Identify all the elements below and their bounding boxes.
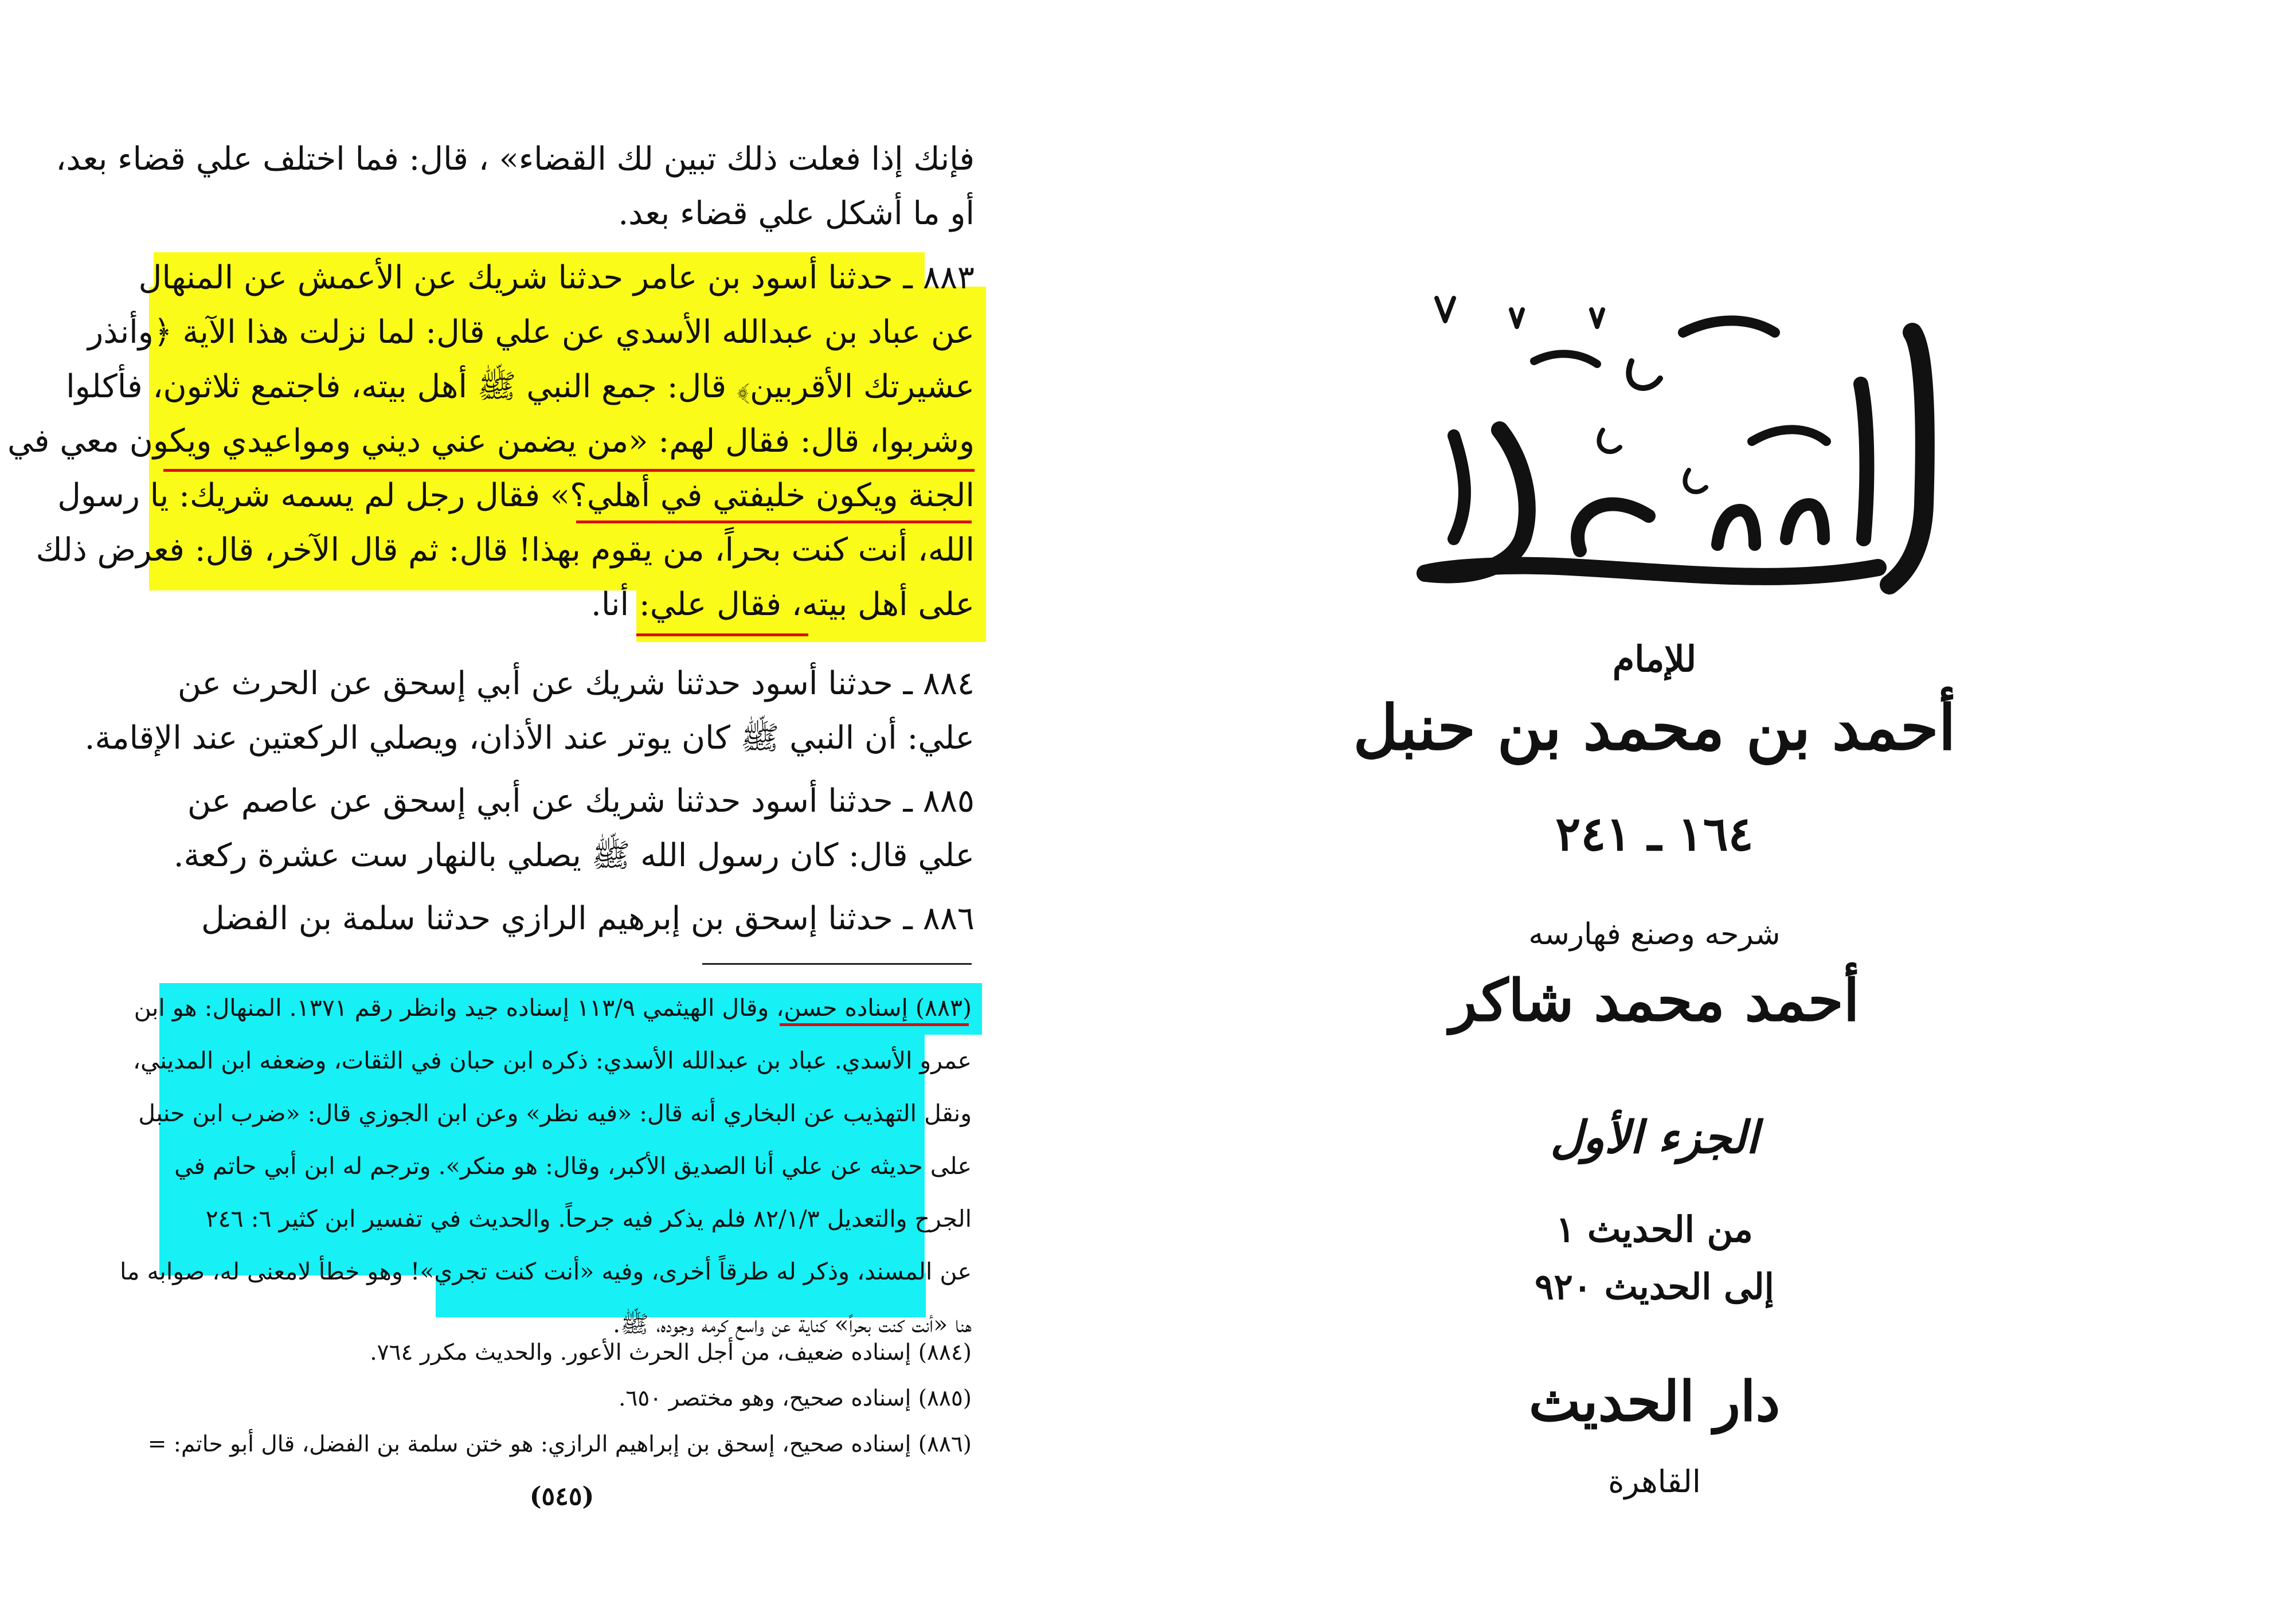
footnote-883 [119, 981, 972, 1351]
hadith-883 [7, 251, 975, 632]
hadith-885 [155, 774, 975, 883]
by-imam: للإمام [1612, 638, 1697, 680]
red-underline [163, 469, 975, 472]
footnote-line: ونقل التهذيب عن البخاري أنه قال: «فيه نظر» وعن ابن الجوزي قال: «ضرب ابن حنبل [138, 1099, 972, 1127]
editor-role: شرحه وصنع فهارسه [1528, 917, 1781, 952]
author-years: ١٦٤ ـ ٢٤١ [1555, 807, 1754, 862]
page-number: (٥٤٥) [529, 1482, 594, 1511]
author-name: أحمد بن محمد بن حنبل [1353, 692, 1956, 764]
text-line: أو ما أشكل علي قضاء بعد. [618, 195, 975, 232]
right-page [1138, 0, 2277, 1624]
text-line: علي: أن النبي ﷺ كان يوتر عند الأذان، ويصلي الركعتين عند الإقامة. [84, 719, 975, 757]
left-page [0, 0, 1138, 1624]
title-calligraphy [1282, 298, 2027, 619]
red-underline [780, 1023, 969, 1026]
text-line: الجنة ويكون خليفتي في أهلي؟» فقال رجل لم يسمه شريك: يا رسول [57, 477, 975, 514]
footnote-line: على حديثه عن علي أنا الصديق الأكبر، وقال: هو منكر». وترجم له ابن أبي حاتم في [174, 1152, 972, 1180]
text-line: عشيرتك الأقربين﴾ قال: جمع النبي ﷺ أهل بيته، فاجتمع ثلاثون، فأكلوا [66, 368, 975, 405]
from-hadith: من الحديث ١ [1556, 1208, 1753, 1250]
continuation-text [56, 132, 975, 241]
hadith-886 [155, 891, 975, 946]
text-line: علي قال: كان رسول الله ﷺ يصلي بالنهار ست عشرة ركعة. [173, 837, 975, 874]
to-hadith: إلى الحديث ٩٢٠ [1535, 1266, 1774, 1308]
text-line: ٨٨٦ ـ حدثنا إسحق بن إبرهيم الرازي حدثنا سلمة بن الفضل [201, 900, 975, 937]
footnote-884: (٨٨٤) إسناده ضعيف، من أجل الحرث الأعور. والحديث مكرر ٧٦٤. [370, 1340, 972, 1365]
text-line: فإنك إذا فعلت ذلك تبين لك القضاء» ، قال: فما اختلف علي قضاء بعد، [56, 140, 975, 178]
footnote-separator [702, 963, 972, 965]
text-line: الله، أنت كنت بحراً، من يقوم بهذا! قال: ثم قال الآخر، قال: فعرض ذلك [36, 531, 975, 569]
footnote-886: (٨٨٦) إسناده صحيح، إسحق بن إبراهيم الرازي: هو ختن سلمة بن الفضل، قال أبو حاتم: = [147, 1431, 972, 1457]
footnote-line: عمرو الأسدي. عباد بن عبدالله الأسدي: ذكره ابن حبان في الثقات، وضعفه ابن المديني، [132, 1047, 972, 1074]
footnote-line: هنا «أنت كنت بحراً» كناية عن واسع كرمه وجوده، ﷺ. [613, 1310, 972, 1338]
text-line: على أهل بيته، فقال علي: أنا. [591, 586, 975, 623]
text-line: ٨٨٣ ـ حدثنا أسود بن عامر حدثنا شريك عن الأعمش عن المنهال [138, 259, 975, 296]
text-line: وشربوا، قال: فقال لهم: «من يضمن عني ديني ومواعيدي ويكون معي في [7, 422, 975, 460]
publisher-city: القاهرة [1608, 1463, 1701, 1500]
text-line: ٨٨٥ ـ حدثنا أسود حدثنا شريك عن أبي إسحق عن عاصم عن [187, 782, 975, 820]
red-underline [636, 633, 808, 636]
editor-name: أحمد محمد شاكر [1449, 966, 1860, 1034]
footnote-line: (٨٨٣) إسناده حسن، وقال الهيثمي ١١٣/٩ إسناده جيد وانظر رقم ١٣٧١. المنهال: هو ابن [134, 994, 972, 1022]
book-title [1282, 298, 2027, 619]
footnotes-other [147, 1330, 972, 1468]
footnote-line: عن المسند، وذكر له طرقاً أخرى، وفيه «أنت كنت تجري»! وهو خطأ لامعنى له، صوابه ما [119, 1258, 972, 1285]
footnote-885: (٨٨٥) إسناده صحيح، وهو مختصر ٦٥٠. [618, 1386, 972, 1411]
text-line: ٨٨٤ ـ حدثنا أسود حدثنا شريك عن أبي إسحق عن الحرث عن [177, 665, 975, 702]
text-line: عن عباد بن عبدالله الأسدي عن علي قال: لما نزلت هذا الآية ﴿وأنذر [88, 314, 975, 351]
volume-label: الجزء الأول [1550, 1112, 1759, 1164]
publisher-name: دار الحديث [1528, 1369, 1781, 1434]
hadith-884 [84, 656, 975, 765]
footnote-line: الجرح والتعديل ٨٢/١/٣ فلم يذكر فيه جرحاً. والحديث في تفسير ابن كثير ٦: ٢٤٦ [205, 1205, 972, 1232]
red-underline [576, 521, 972, 523]
